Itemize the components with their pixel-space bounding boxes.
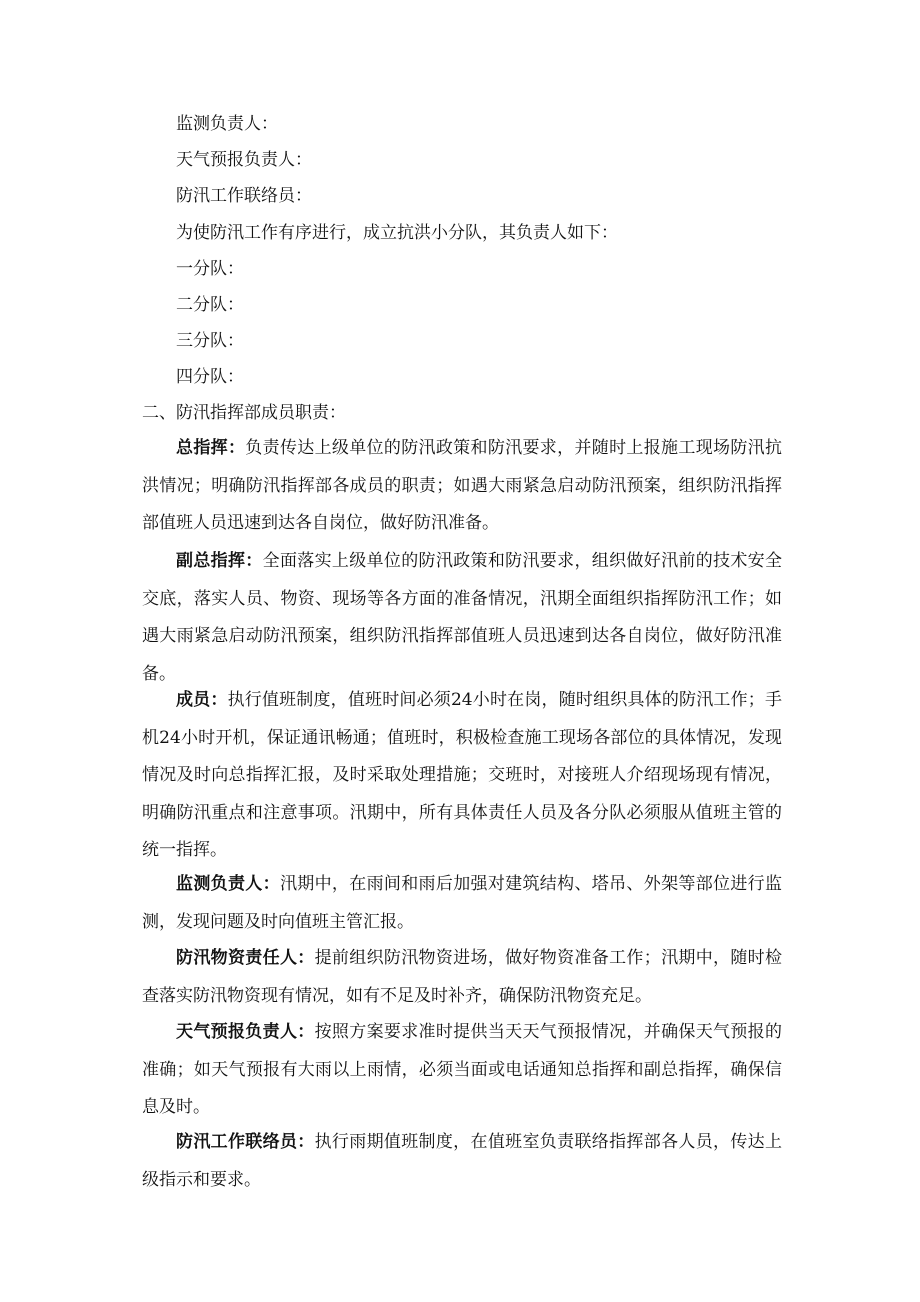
duty-text: 按照方案要求准时提供当天天气预报情况，并确保天气预报的准确；如天气预报有大雨以上雨情，必须当面或电话通知总指挥和副总指挥，确保信息及时。 [142, 1022, 783, 1117]
duty-text: 提前组织防汛物资进场，做好物资准备工作；汛期中，随时检查落实防汛物资现有情况，如有不足及时补齐，确保防汛物资充足。 [142, 948, 783, 1006]
section-heading: 二、防汛指挥部成员职责： [142, 403, 346, 423]
duty-text: 执行雨期值班制度，在值班室负责联络指挥部各人员，传达上级指示和要求。 [142, 1132, 783, 1190]
duty-text: 负责传达上级单位的防汛政策和防汛要求，并随时上报施工现场防汛抗洪情况；明确防汛指挥部各成员的职责；如遇大雨紧急启动防汛预案，组织防汛指挥部值班人员迅速到达各自岗位，做好防汛准备。 [142, 438, 783, 533]
duty-title: 总指挥： [176, 438, 246, 458]
duty-commander [142, 430, 782, 543]
duty-materials-lead [142, 940, 782, 1015]
duty-title: 防汛工作联络员： [176, 1132, 315, 1152]
duty-text: 汛期中，在雨间和雨后加强对建筑结构、塔吊、外架等部位进行监测，发现问题及时向值班主管汇报。 [142, 874, 783, 932]
duty-monitoring-lead [142, 866, 782, 941]
duty-text: 全面落实上级单位的防汛政策和防汛要求，组织做好汛前的技术安全交底，落实人员、物资、现场等各方面的准备情况，汛期全面组织指挥防汛工作；如遇大雨紧急启动防汛预案，组织防汛指挥部值班人员迅速到达各自岗位，做好防汛准备。 [142, 551, 783, 684]
squad-2: 二分队： [176, 295, 244, 315]
duty-title: 天气预报负责人： [176, 1022, 315, 1042]
squad-1: 一分队： [176, 259, 244, 279]
duty-deputy-commander [142, 543, 782, 693]
duty-members [142, 682, 782, 870]
duty-liaison [142, 1124, 782, 1199]
squad-4: 四分队： [176, 367, 244, 387]
role-liaison: 防汛工作联络员： [176, 186, 312, 206]
role-monitoring-lead: 监测负责人： [176, 114, 278, 134]
duty-title: 成员： [176, 690, 228, 710]
role-weather-lead: 天气预报负责人： [176, 150, 312, 170]
squads-intro: 为使防汛工作有序进行，成立抗洪小分队，其负责人如下： [176, 223, 618, 243]
duty-text: 执行值班制度，值班时间必须24小时在岗，随时组织具体的防汛工作；手机24小时开机，保证通讯畅通；值班时，积极检查施工现场各部位的具体情况，发现情况及时向总指挥汇报，及时采取处理措施；交班时，对接班人介绍现场现有情况，明确防汛重点和注意事项。汛期中，所有具体责任人员及各分队必须服从值班主管的统一指挥。 [142, 690, 782, 860]
duty-title: 防汛物资责任人： [176, 948, 315, 968]
duty-title: 副总指挥： [176, 551, 263, 571]
duty-title: 监测负责人： [176, 874, 280, 894]
squad-3: 三分队： [176, 331, 244, 351]
duty-weather-lead [142, 1014, 782, 1127]
